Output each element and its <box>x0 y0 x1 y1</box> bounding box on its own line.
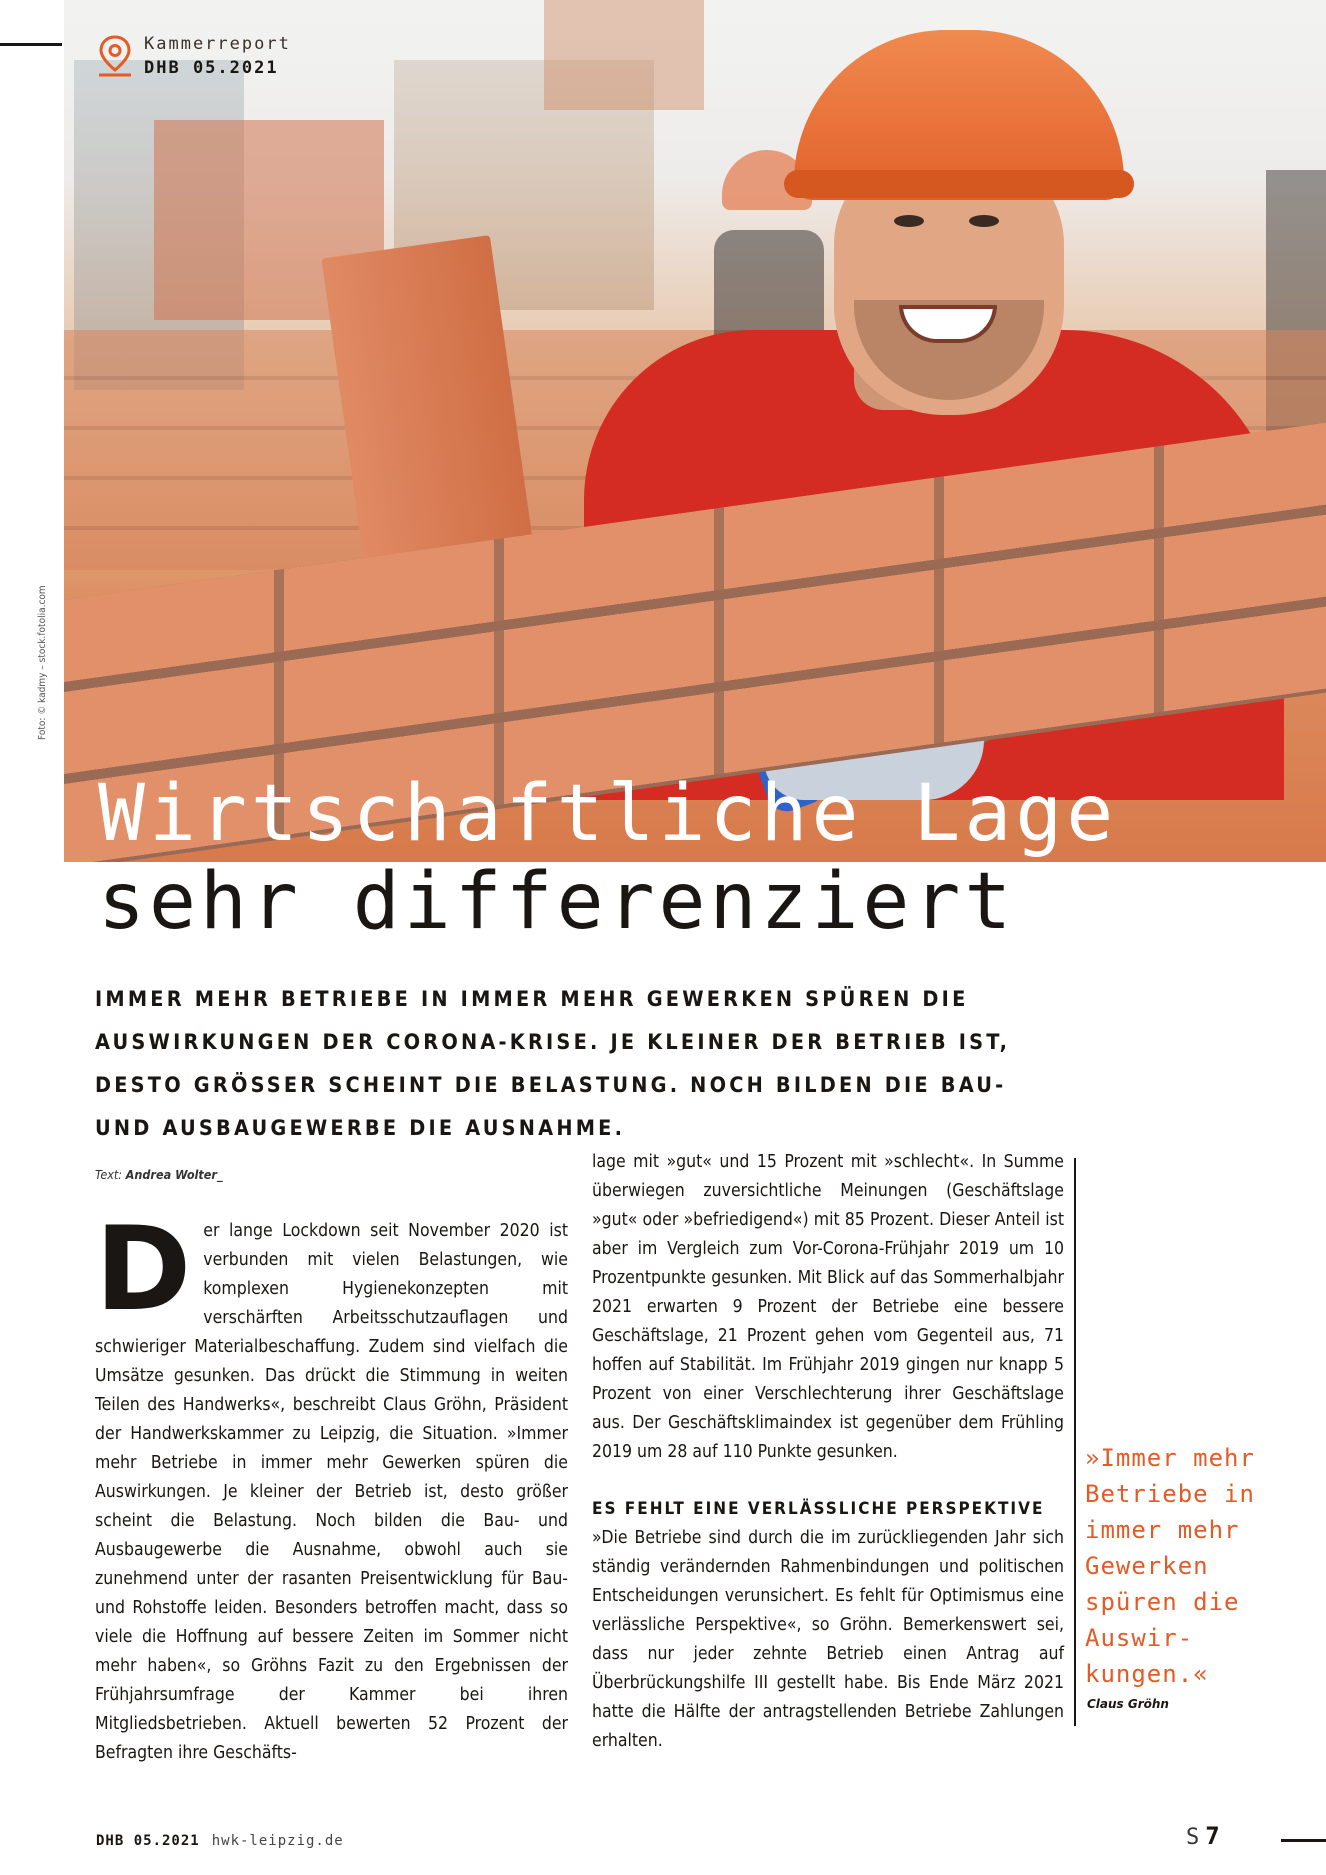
page-prefix: S <box>1186 1825 1200 1850</box>
page-number-block <box>1186 1822 1220 1850</box>
photo-credit: Foto: © kadmy – stock.fotolia.com <box>37 585 48 740</box>
drop-cap: D <box>95 1202 192 1337</box>
body-text-1: er lange Lockdown seit November 2020 ist verbunden mit vielen Belastungen, wie komplexen Hygienekonzepten mit verschärften Arbeitsschutzauflagen und schwieriger Materialbeschaffung. Zudem sind vielfach die Umsätze gesunken. Das drückt die Stimmung in weiten Teilen des Handwerks«, beschreibt Claus Gröhn, Präsident der Handwerkskammer zu Leipzig, die Situation. »Immer mehr Betriebe in immer mehr Gewerken spüren die Auswirkungen. Je kleiner der Betrieb ist, desto größer scheint die Belastung. Noch bilden die Bau- und Ausbaugewerbe die Ausnahme, obwohl auch sie zunehmend unter der rasanten Preisentwicklung für Bau- und Rohstoffe leiden. Besonders betroffen macht, dass so viele die Hoffnung auf bessere Zeiten im Sommer nicht mehr haben«, so Gröhns Fazit zu den Ergebnissen der Frühjahrsumfrage der Kammer bei ihren Mitgliedsbetrieben. Aktuell bewerten 52 Prozent der Befragten ihre Geschäfts- <box>95 1221 568 1763</box>
footer-left <box>96 1833 344 1849</box>
top-left-rule <box>0 43 62 46</box>
headline-line-2: sehr differenziert <box>98 857 1016 947</box>
quote-author: Claus Gröhn <box>1087 1697 1169 1711</box>
issue-label: DHB 05.2021 <box>144 58 279 78</box>
column-2 <box>592 1148 1064 1756</box>
body-paragraph-2: lage mit »gut« und 15 Prozent mit »schlecht«. In Summe überwiegen zuversichtliche Meinungen (Geschäftslage »gut« oder »befriedigend«) mit 85 Prozent. Dieser Anteil ist aber im Vergleich zum Vor-Corona-Frühjahr 2019 um 10 Prozentpunkte gesunken. Mit Blick auf das Sommerhalbjahr 2021 erwarten 9 Prozent der Betriebe eine bessere Geschäftslage, 21 Prozent gehen vom Gegenteil aus, 71 hoffen auf Stabilität. Im Frühjahr 2019 gingen nur knapp 5 Prozent von einer Verschlechterung ihrer Geschäftslage aus. Der Geschäftsklimaindex ist gegenüber dem Frühling 2019 um 28 auf 110 Punkte gesunken. <box>592 1152 1064 1462</box>
byline-author: Andrea Wolter_ <box>125 1167 223 1182</box>
footer-url[interactable]: hwk-leipzig.de <box>211 1833 344 1849</box>
byline-prefix: Text: <box>95 1167 123 1182</box>
header-kicker <box>96 34 291 78</box>
headline-line-1: Wirtschaftliche Lage <box>98 769 1118 859</box>
body-paragraph-1 <box>95 1202 568 1768</box>
column-1 <box>95 1160 568 1768</box>
headline <box>98 770 1117 946</box>
subheading: ES FEHLT EINE VERLÄSSLICHE PERSPEKTIVE <box>592 1499 1045 1519</box>
hero-photo <box>64 0 1326 862</box>
section-label: Kammerreport <box>144 34 291 54</box>
footer-issue: DHB 05.2021 <box>96 1833 200 1849</box>
body-paragraph-3: »Die Betriebe sind durch die im zurückliegenden Jahr sich ständig verändernden Rahmenbindungen und politischen Entscheidungen verunsichert. Es fehlt für Optimismus eine verlässliche Perspektive«, so Gröhn. Bemerkenswert sei, dass nur jeder zehnte Betrieb einen Antrag auf Überbrückungshilfe III gestellt habe. Bis Ende März 2021 hatte die Hälfte der antragstellenden Betriebe Zahlungen erhalten. <box>592 1528 1064 1751</box>
location-pin-icon <box>96 34 134 78</box>
column-divider <box>1074 1158 1076 1726</box>
lead-paragraph: IMMER MEHR BETRIEBE IN IMMER MEHR GEWERKEN SPÜREN DIE AUSWIRKUNGEN DER CORONA-KRISE. JE KLEINER DER BETRIEB IST, DESTO GRÖSSER SCHEINT DIE BELASTUNG. NOCH BILDEN DIE BAU- UND AUSBAUGEWERBE DIE AUSNAHME. <box>95 987 1011 1141</box>
page-number: 7 <box>1205 1822 1220 1850</box>
bottom-right-rule <box>1281 1839 1326 1842</box>
byline <box>95 1160 568 1189</box>
pull-quote: »Immer mehr Betriebe in immer mehr Gewerken spüren die Auswir-kungen.« <box>1085 1444 1255 1688</box>
